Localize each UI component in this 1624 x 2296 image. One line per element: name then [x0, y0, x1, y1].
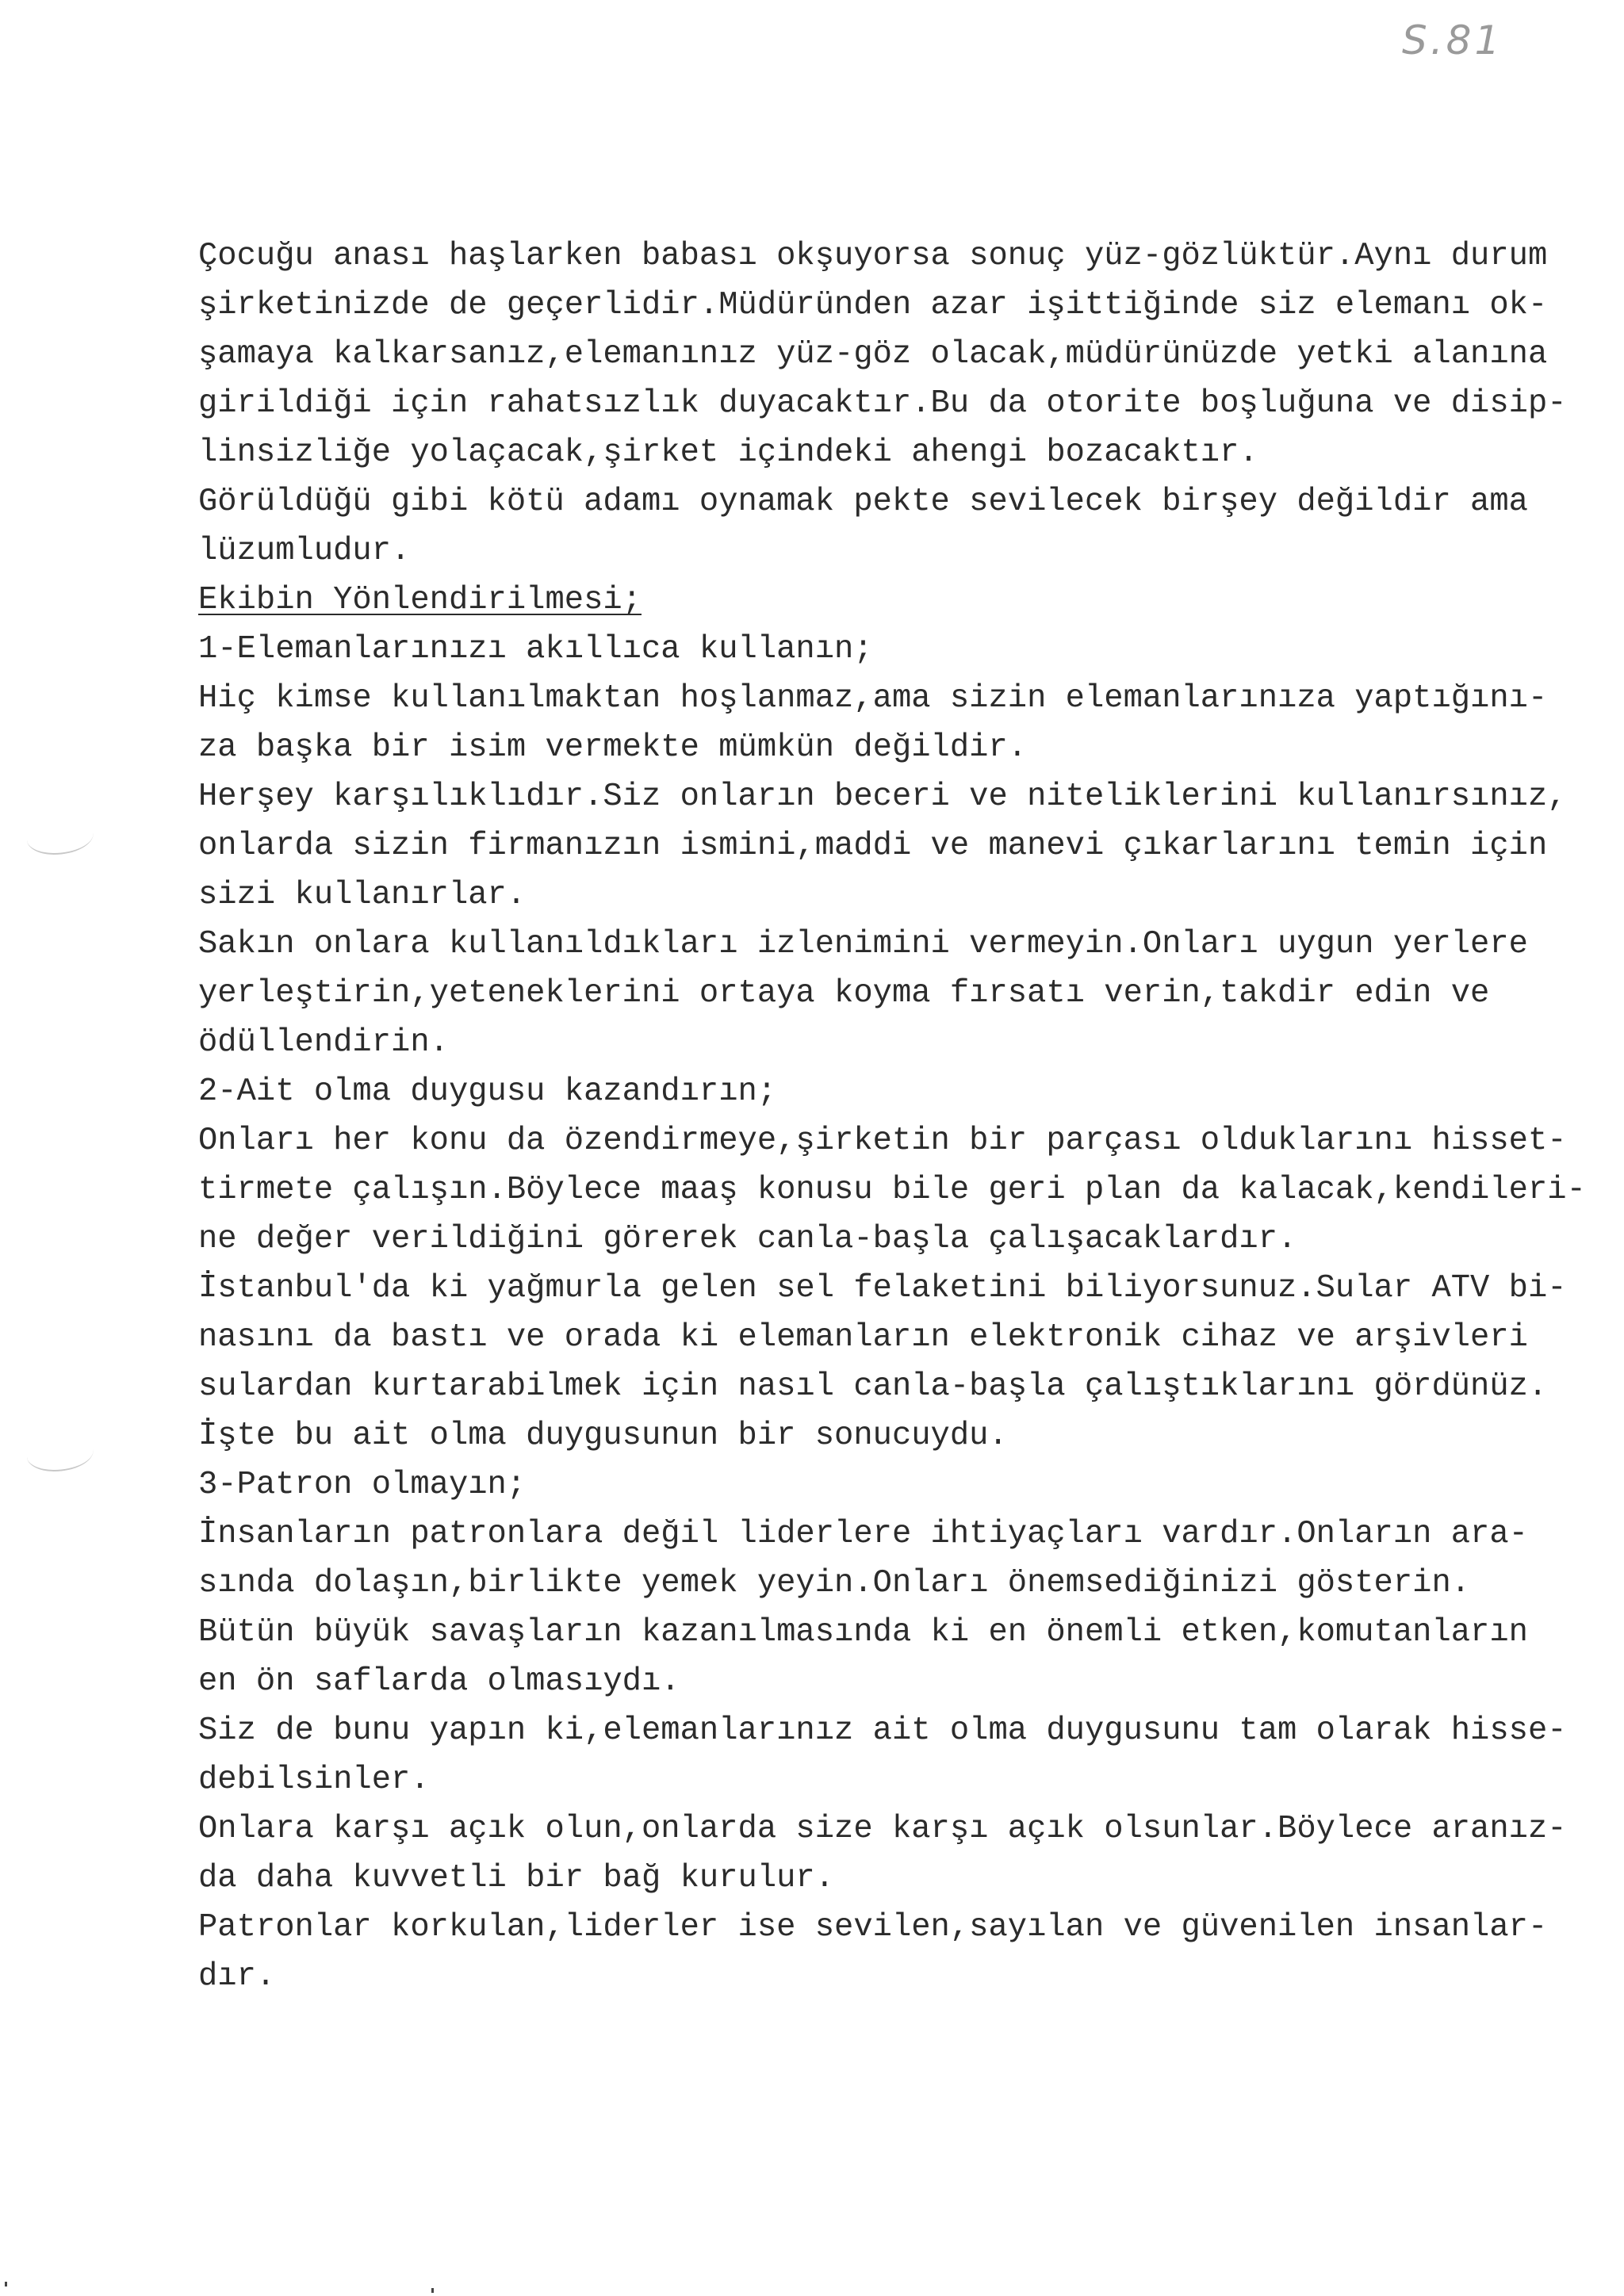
line-text: yerleştirin,yeteneklerini ortaya koyma fırsatı verin,takdir edin ve: [198, 975, 1490, 1012]
text-line: [198, 1313, 1618, 1362]
scan-tick-mark: [5, 2282, 7, 2286]
line-text: debilsinler.: [198, 1762, 430, 1798]
text-line: [198, 1804, 1618, 1854]
line-text: Bütün büyük savaşların kazanılmasında ki en önemli etken,komutanların: [198, 1614, 1528, 1651]
line-text: Çocuğu anası haşlarken babası okşuyorsa sonuç yüz-gözlüktür.Aynı durum: [198, 238, 1548, 274]
scan-tick-mark: [431, 2288, 434, 2293]
text-line: [198, 1264, 1618, 1313]
line-text: 2-Ait olma duygusu kazandırın;: [198, 1073, 777, 1110]
text-line: [198, 1018, 1618, 1067]
text-line: [198, 1215, 1618, 1264]
text-line: [198, 1067, 1618, 1116]
text-line: [198, 723, 1618, 772]
text-line: [198, 1657, 1618, 1706]
line-text: Onlara karşı açık olun,onlarda size karşı açık olsunlar.Böylece aranız-: [198, 1811, 1567, 1847]
text-line: [198, 1165, 1618, 1215]
line-text: za başka bir isim vermekte mümkün değildir.: [198, 729, 1028, 766]
text-line: [198, 1903, 1618, 1952]
text-line: [198, 1755, 1618, 1804]
line-text: nasını da bastı ve orada ki elemanların elektronik cihaz ve arşivleri: [198, 1319, 1528, 1356]
text-line: [198, 821, 1618, 871]
text-line: [198, 1559, 1618, 1608]
line-text: linsizliğe yolaçacak,şirket içindeki ahengi bozacaktır.: [198, 434, 1258, 471]
text-line: [198, 477, 1618, 526]
text-line: [198, 1116, 1618, 1165]
section-heading: [198, 576, 1618, 625]
text-line: [198, 920, 1618, 969]
line-text: Hiç kimse kullanılmaktan hoşlanmaz,ama sizin elemanlarınıza yaptığını-: [198, 680, 1548, 717]
line-text: İşte bu ait olma duygusunun bir sonucuydu.: [198, 1418, 1008, 1454]
text-line: [198, 379, 1618, 428]
text-line: [198, 1460, 1618, 1510]
line-text: ne değer verildiğini görerek canla-başla çalışacaklardır.: [198, 1221, 1297, 1257]
line-text: İstanbul'da ki yağmurla gelen sel felaketini biliyorsunuz.Sular ATV bi-: [198, 1270, 1567, 1307]
line-text: dır.: [198, 1958, 276, 1995]
line-text: lüzumludur.: [198, 533, 411, 569]
text-line: [198, 1854, 1618, 1903]
line-text: Görüldüğü gibi kötü adamı oynamak pekte sevilecek birşey değildir ama: [198, 484, 1528, 520]
line-text: şirketinizde de geçerlidir.Müdüründen azar işittiğinde siz elemanı ok-: [198, 287, 1548, 323]
line-text: 3-Patron olmayın;: [198, 1467, 527, 1503]
text-line: [198, 871, 1618, 920]
page-number: S.81: [1402, 17, 1503, 63]
line-text: girildiği için rahatsızlık duyacaktır.Bu da otorite boşluğuna ve disip-: [198, 385, 1567, 422]
line-text: tirmete çalışın.Böylece maaş konusu bile geri plan da kalacak,kendileri-: [198, 1172, 1586, 1208]
line-text: sizi kullanırlar.: [198, 877, 527, 913]
text-line: [198, 1411, 1618, 1460]
text-line: [198, 1510, 1618, 1559]
line-text: Sakın onlara kullanıldıkları izlenimini vermeyin.Onları uygun yerlere: [198, 926, 1528, 962]
text-line: [198, 625, 1618, 674]
line-text: Patronlar korkulan,liderler ise sevilen,sayılan ve güvenilen insanlar-: [198, 1909, 1548, 1946]
punch-hole-mark-top: [27, 818, 94, 855]
line-text: Onları her konu da özendirmeye,şirketin bir parçası olduklarını hisset-: [198, 1123, 1567, 1159]
text-line: [198, 330, 1618, 379]
text-line: [198, 674, 1618, 723]
line-text: sulardan kurtarabilmek için nasıl canla-başla çalıştıklarını gördünüz.: [198, 1368, 1548, 1405]
text-line: [198, 1952, 1618, 2001]
text-line: [198, 1608, 1618, 1657]
line-text: İnsanların patronlara değil liderlere ihtiyaçları vardır.Onların ara-: [198, 1516, 1528, 1552]
text-line: [198, 1706, 1618, 1755]
line-text: Ekibin Yönlendirilmesi;: [198, 582, 642, 618]
text-line: [198, 428, 1618, 477]
text-line: [198, 969, 1618, 1018]
text-line: [198, 526, 1618, 576]
line-text: Herşey karşılıklıdır.Siz onların beceri ve niteliklerini kullanırsınız,: [198, 779, 1567, 815]
line-text: onlarda sizin firmanızın ismini,maddi ve manevi çıkarlarını temin için: [198, 828, 1548, 864]
line-text: şamaya kalkarsanız,elemanınız yüz-göz olacak,müdürünüzde yetki alanına: [198, 336, 1548, 373]
text-line: [198, 281, 1618, 330]
text-line: [198, 772, 1618, 821]
line-text: Siz de bunu yapın ki,elemanlarınız ait olma duygusunu tam olarak hisse-: [198, 1712, 1567, 1749]
text-line: [198, 232, 1618, 281]
line-text: da daha kuvvetli bir bağ kurulur.: [198, 1860, 835, 1896]
document-body: [198, 232, 1618, 2001]
line-text: ödüllendirin.: [198, 1024, 449, 1061]
line-text: en ön saflarda olmasıydı.: [198, 1663, 680, 1700]
line-text: sında dolaşın,birlikte yemek yeyin.Onları önemsediğinizi gösterin.: [198, 1565, 1471, 1601]
text-line: [198, 1362, 1618, 1411]
line-text: 1-Elemanlarınızı akıllıca kullanın;: [198, 631, 873, 668]
punch-hole-mark-bottom: [27, 1435, 94, 1471]
